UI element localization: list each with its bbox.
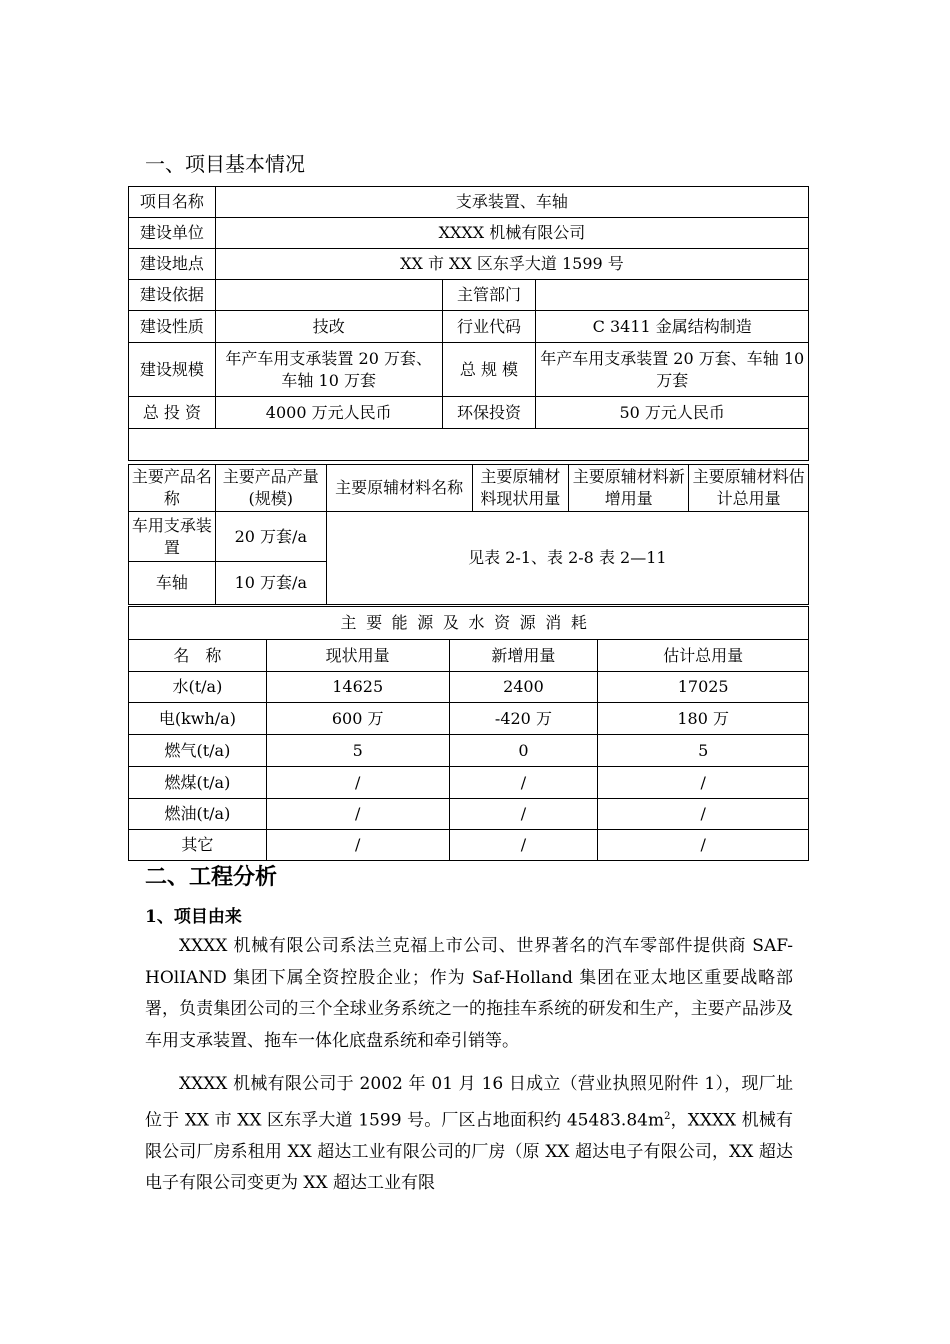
column-header: 主要产品产量(规模) [215,465,326,512]
table-row [129,311,809,343]
column-header: 主要原辅材料名称 [326,465,472,512]
construction-location: XX 市 XX 区东孚大道 1599 号 [215,249,808,280]
table-row [129,280,809,311]
energy-cell: / [449,830,598,861]
energy-cell: 2400 [449,672,598,703]
materials-note: 见表 2-1、表 2-8 表 2—11 [326,512,808,605]
column-header: 名 称 [129,640,267,672]
energy-cell: 17025 [598,672,809,703]
dept-label: 主管部门 [442,280,536,311]
unit-label: 建设单位 [129,218,216,249]
basis-label: 建设依据 [129,280,216,311]
table-row [129,249,809,280]
table-row [129,640,809,672]
table-row [129,830,809,861]
product-name: 车用支承装置 [129,512,216,562]
energy-cell: / [598,830,809,861]
energy-cell: 0 [449,735,598,767]
table-row [129,187,809,218]
column-header: 估计总用量 [598,640,809,672]
energy-cell: / [266,767,449,799]
table-row [129,429,809,461]
superscript: 2 [664,1110,671,1122]
nature-label: 建设性质 [129,311,216,343]
table-row [129,465,809,512]
energy-cell: / [266,830,449,861]
table-row [129,799,809,830]
energy-table [128,606,809,861]
basis-value [215,280,442,311]
industry-value: C 3411 金属结构制造 [536,311,809,343]
energy-cell: -420 万 [449,703,598,735]
table-row [129,218,809,249]
table-row [129,703,809,735]
energy-cell: 水(t/a) [129,672,267,703]
basic-info-table [128,186,809,461]
table-row [129,672,809,703]
empty-row [129,429,809,461]
energy-cell: 燃气(t/a) [129,735,267,767]
energy-cell: 600 万 [266,703,449,735]
table-row [129,343,809,397]
location-label: 建设地点 [129,249,216,280]
energy-cell: 燃煤(t/a) [129,767,267,799]
scale-value: 年产车用支承装置 20 万套、车轴 10 万套 [215,343,442,397]
product-name: 车轴 [129,562,216,605]
energy-cell: 电(kwh/a) [129,703,267,735]
energy-cell: 5 [598,735,809,767]
env-invest-value: 50 万元人民币 [536,397,809,429]
energy-cell: 其它 [129,830,267,861]
energy-cell: 5 [266,735,449,767]
paragraph: XXXX 机械有限公司系法兰克福上市公司、世界著名的汽车零部件提供商 SAF-HOlIAND 集团下属全资控股企业；作为 Saf-Holland 集团在亚太地区重要战略部署，负责集团公司的三个全球业务系统之一的拖挂车系统的研发和生产，主要产品涉及车用支承装置、拖车一体化底盘系统和牵引销等。 [145,936,793,1051]
table-row [129,735,809,767]
subsection-title: 1、项目由来 [145,907,242,927]
column-header: 主要原辅材料新增用量 [569,465,689,512]
section1-title: 一、项目基本情况 [145,152,305,176]
energy-cell: 燃油(t/a) [129,799,267,830]
invest-value: 4000 万元人民币 [215,397,442,429]
industry-label: 行业代码 [442,311,536,343]
column-header: 现状用量 [266,640,449,672]
products-table [128,464,809,605]
table-row [129,767,809,799]
table-row [129,512,809,562]
nature-value: 技改 [215,311,442,343]
energy-cell: 180 万 [598,703,809,735]
paragraph-text: ，XXXX 机械有限公司厂房系租用 XX 超达工业有限公司的厂房（原 XX 超达电子有限公司，XX 超达电子有限公司变更为 XX 超达工业有限 [145,1110,793,1194]
energy-cell: / [449,767,598,799]
column-header: 主要产品名称 [129,465,216,512]
invest-label: 总 投 资 [129,397,216,429]
column-header: 新增用量 [449,640,598,672]
product-output: 20 万套/a [215,512,326,562]
name-label: 项目名称 [129,187,216,218]
project-name: 支承装置、车轴 [215,187,808,218]
product-output: 10 万套/a [215,562,326,605]
energy-cell: / [449,799,598,830]
column-header: 主要原辅材料估计总用量 [689,465,809,512]
energy-cell: / [266,799,449,830]
table-row [129,607,809,640]
paragraph-text: XXXX 机械有限公司于 2002 年 01 月 16 日成立（营业执照见附件 1），现厂址位于 XX 市 XX 区东孚大道 1599 号。厂区占地面积约 45483.84m [145,1074,793,1131]
energy-cell: 14625 [266,672,449,703]
energy-cell: / [598,767,809,799]
scale-label: 建设规模 [129,343,216,397]
dept-value [536,280,809,311]
energy-title: 主要能源及水资源消耗 [129,607,809,640]
energy-cell: / [598,799,809,830]
paragraph [145,1069,793,1200]
table-row [129,397,809,429]
section2-title: 二、工程分析 [145,864,278,890]
env-invest-label: 环保投资 [442,397,536,429]
total-scale-value: 年产车用支承装置 20 万套、车轴 10 万套 [536,343,809,397]
total-scale-label: 总 规 模 [442,343,536,397]
column-header: 主要原辅材料现状用量 [472,465,569,512]
construction-unit: XXXX 机械有限公司 [215,218,808,249]
